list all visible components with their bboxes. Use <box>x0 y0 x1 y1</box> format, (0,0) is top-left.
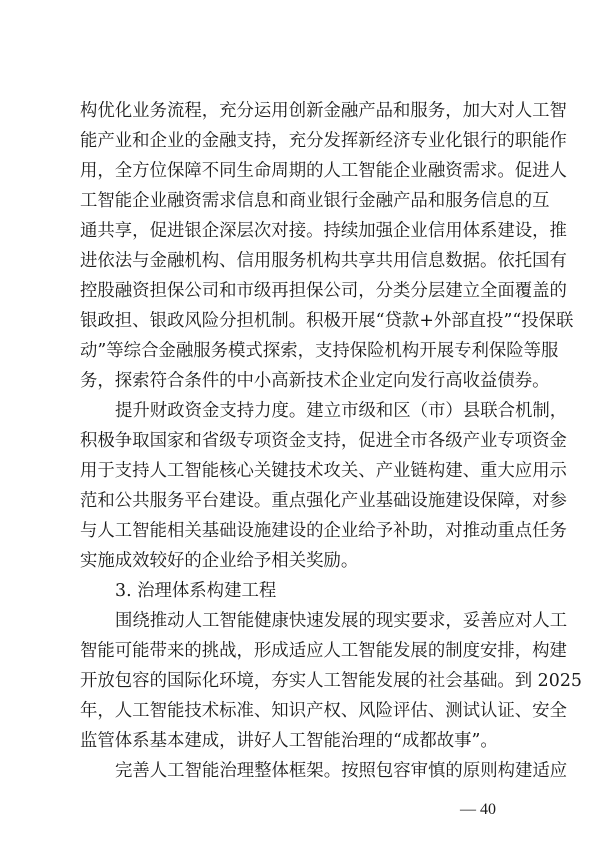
paragraph-3-line-5: 监管体系基本建成，讲好人工智能治理的“成都故事”。 <box>80 731 498 751</box>
paragraph-3-line-3: 开放包容的国际化环境，夯实人工智能发展的社会基础。到 2025 <box>80 671 582 691</box>
paragraph-2-line-6: 实施成效较好的企业给予相关奖励。 <box>80 551 359 571</box>
paragraph-2-line-4: 范和公共服务平台建设。重点强化产业基础设施建设保障，对参 <box>80 491 567 511</box>
paragraph-1-line-4: 工智能企业融资需求信息和商业银行金融产品和服务信息的互 <box>80 191 550 211</box>
paragraph-2-line-2: 积极争取国家和省级专项资金支持，促进全市各级产业专项资金 <box>80 431 567 451</box>
paragraph-1-line-8: 银政担、银政风险分担机制。积极开展“贷款+外部直投”“投保联 <box>80 311 574 331</box>
paragraph-2-line-3: 用于支持人工智能核心关键技术攻关、产业链构建、重大应用示 <box>80 461 567 481</box>
paragraph-1-line-6: 进依法与金融机构、信用服务机构共享共用信息数据。依托国有 <box>80 251 567 271</box>
paragraph-4-line-1: 完善人工智能治理整体框架。按照包容审慎的原则构建适应 <box>115 761 568 781</box>
paragraph-1-line-10: 务，探索符合条件的中小高新技术企业定向发行高收益债券。 <box>80 371 550 391</box>
paragraph-1-line-5: 通共享，促进银企深层次对接。持续加强企业信用体系建设，推 <box>80 221 567 241</box>
paragraph-1-line-3: 用，全方位保障不同生命周期的人工智能企业融资需求。促进人 <box>80 161 567 181</box>
paragraph-1-line-2: 能产业和企业的金融支持，充分发挥新经济专业化银行的职能作 <box>80 131 567 151</box>
page-number: — 40 <box>460 801 496 818</box>
paragraph-2-line-1: 提升财政资金支持力度。建立市级和区（市）县联合机制， <box>115 401 568 421</box>
paragraph-3-line-1: 围绕推动人工智能健康快速发展的现实要求，妥善应对人工 <box>115 611 568 631</box>
paragraph-1-line-9: 动”等综合金融服务模式探索，支持保险机构开展专利保险等服 <box>80 341 559 361</box>
paragraph-1-line-1: 构优化业务流程，充分运用创新金融产品和服务，加大对人工智 <box>80 101 567 121</box>
paragraph-1-line-7: 控股融资担保公司和市级再担保公司，分类分层建立全面覆盖的 <box>80 281 567 301</box>
paragraph-3-line-2: 智能可能带来的挑战，形成适应人工智能发展的制度安排，构建 <box>80 641 567 661</box>
section-heading: 3. 治理体系构建工程 <box>115 581 277 601</box>
paragraph-2-line-5: 与人工智能相关基础设施建设的企业给予补助，对推动重点任务 <box>80 521 567 541</box>
paragraph-3-line-4: 年，人工智能技术标准、知识产权、风险评估、测试认证、安全 <box>80 701 567 721</box>
